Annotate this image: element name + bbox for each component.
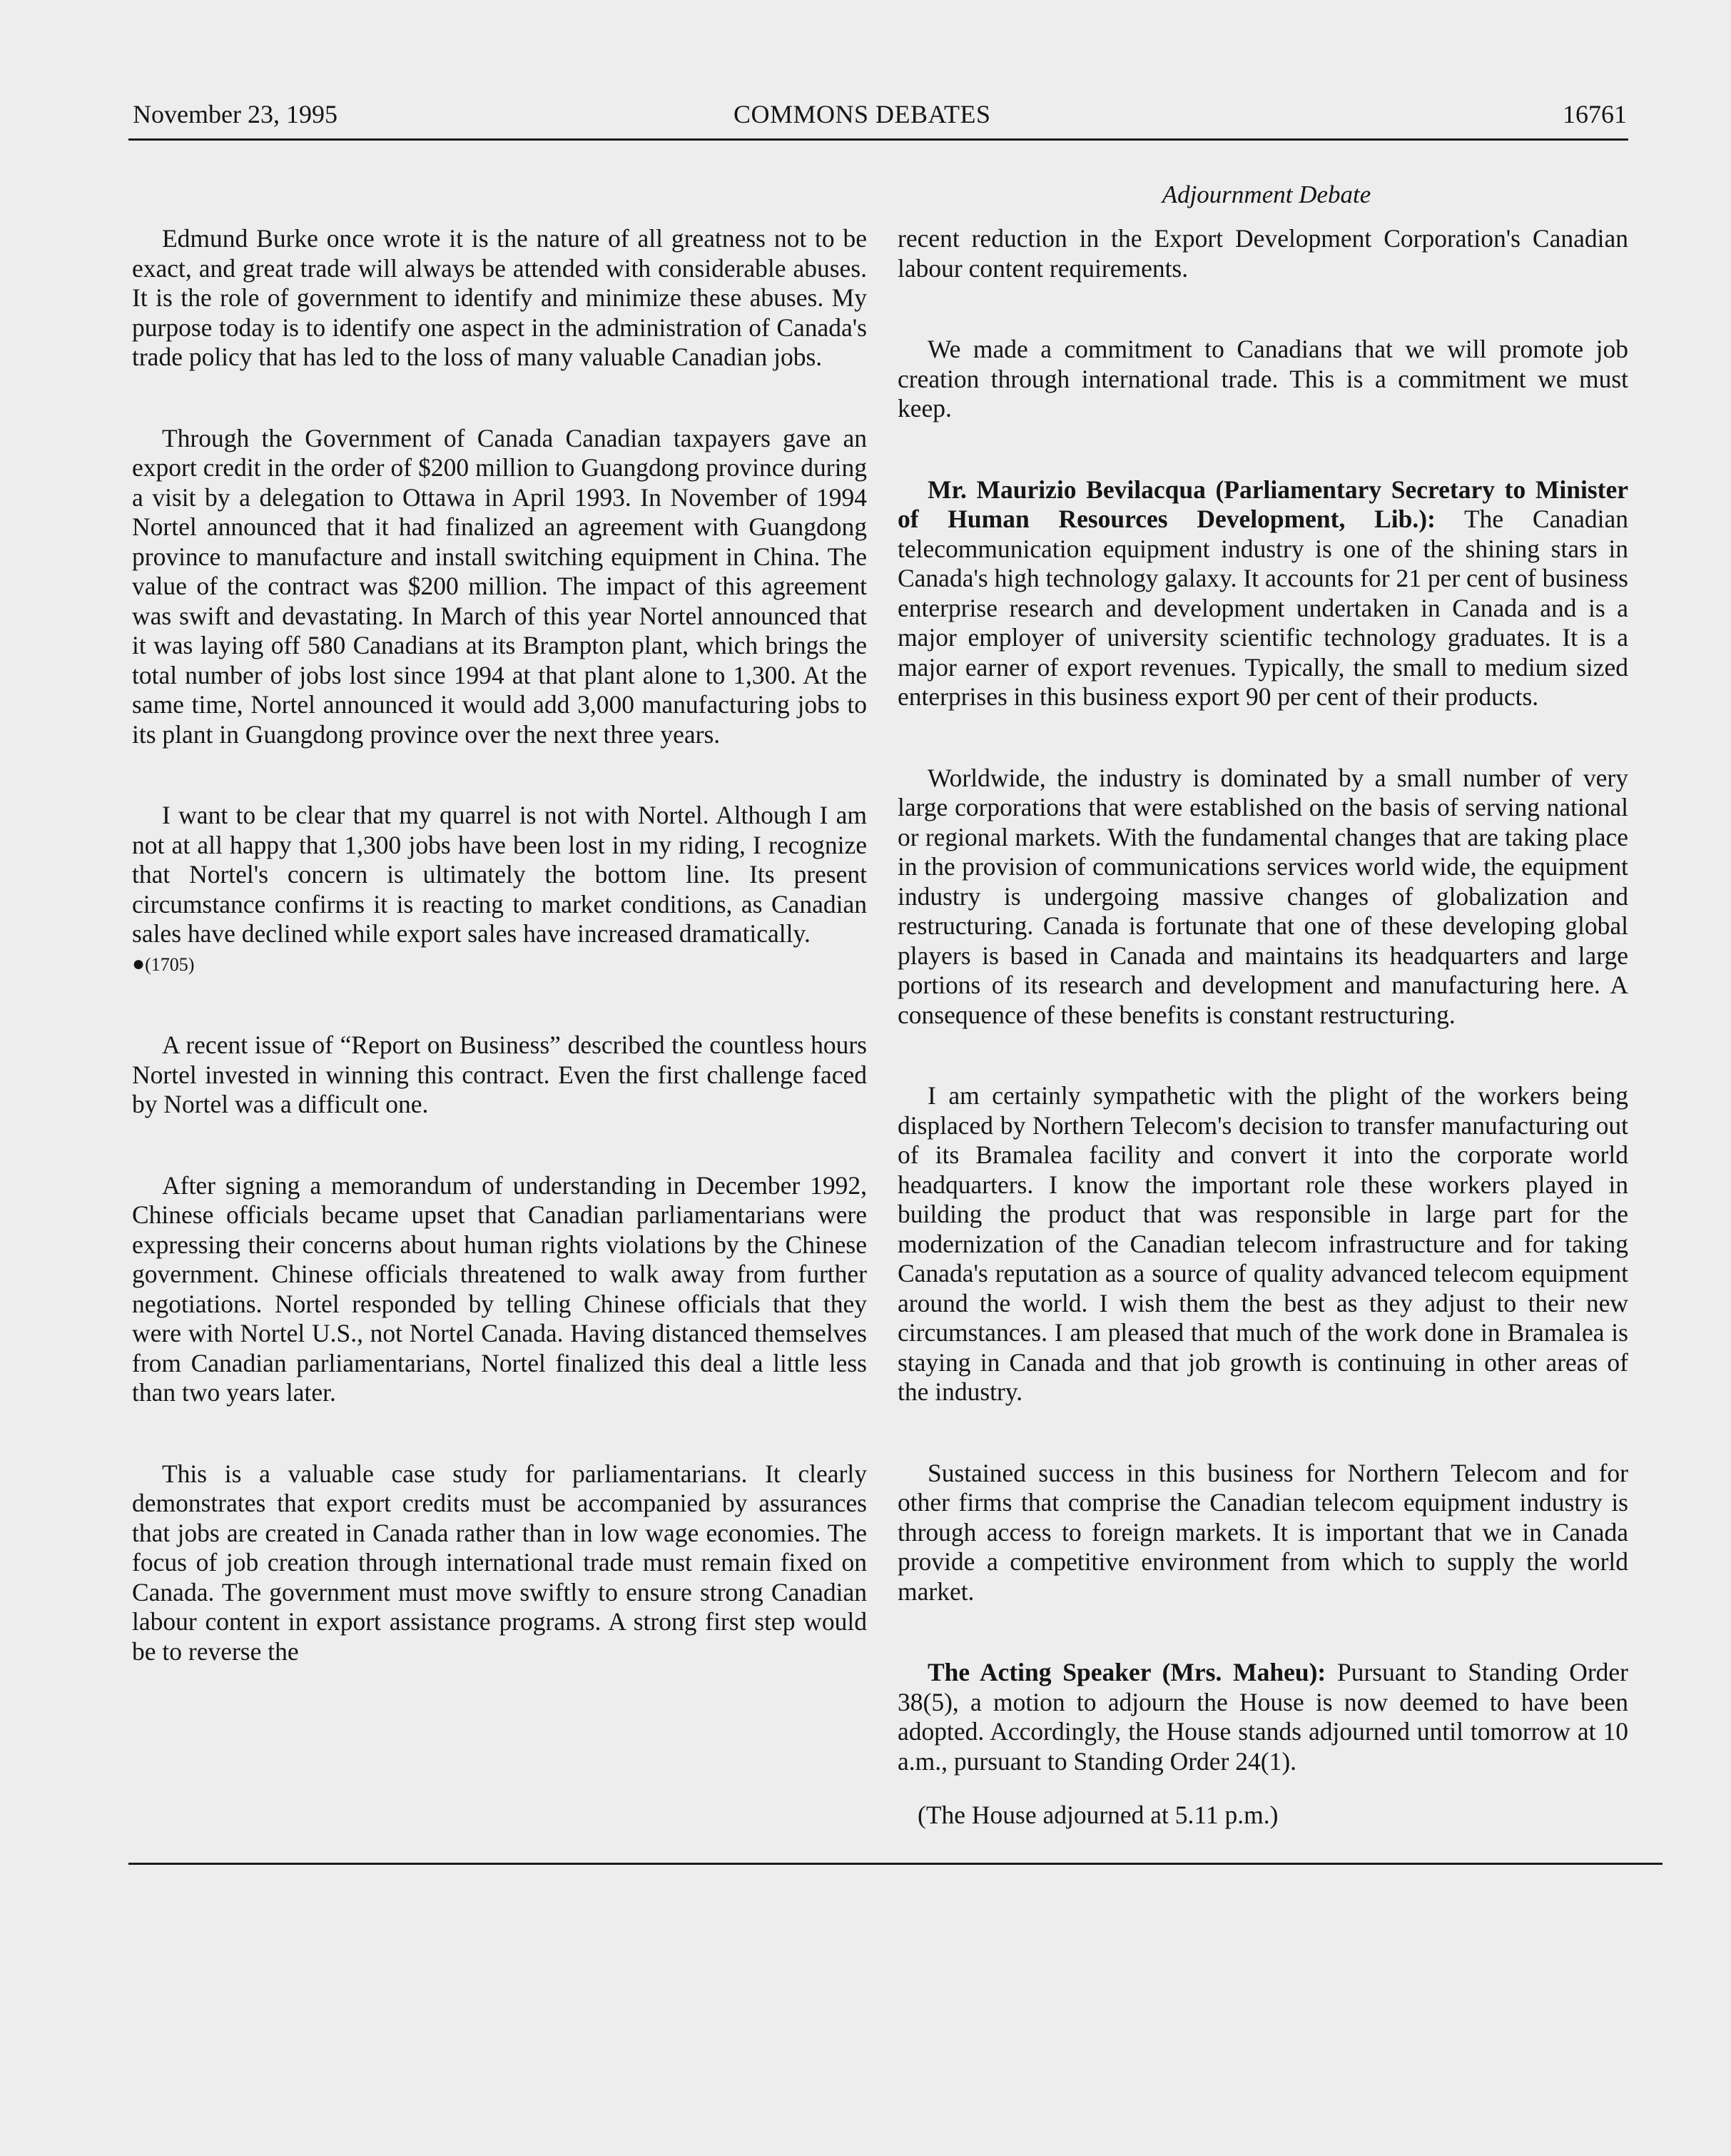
footer-rule [128,1863,1663,1865]
paragraph: Edmund Burke once wrote it is the nature of all greatness not to be exact, and great trade will always be attended with considerable abuses. It is the role of government to identify and minimize these abuses. My purpose today is to identify one aspect in the administration of Canada's trade policy that has led to the loss of many valuable Canadian jobs. [132,224,867,371]
adjournment-note: (The House adjourned at 5.11 p.m.) [918,1801,1279,1829]
speaker-name: Mr. Maurizio Bevilacqua (Parliamentary Secretary to Minister of Human Resources Development, Lib.): [898,475,1628,533]
header-rule [128,138,1628,141]
paragraph: We made a commitment to Canadians that we will promote job creation through international trade. This is a commitment we must keep. [898,335,1628,422]
paragraph: recent reduction in the Export Development Corporation's Canadian labour content requirements. [898,224,1628,283]
paragraph: I am certainly sympathetic with the plight of the workers being displaced by Northern Telecom's decision to transfer manufacturing out of its Bramalea facility and convert it into the corporate world headquarters. I know the important role these workers played in building the product that was responsible in large part for the modernization of the Canadian telecom infrastructure and for taking Canada's reputation as a source of quality advanced telecom equipment around the world. I wish them the best as they adjust to their new circumstances. I am pleased that much of the work done in Bramalea is staying in Canada and that job growth is continuing in other areas of the industry. [898,1081,1628,1406]
paragraph: Through the Government of Canada Canadian taxpayers gave an export credit in the order of $200 million to Guangdong province during a visit by a delegation to Ottawa in April 1993. In November of 1994 Nortel announced that it had finalized an agreement with Guangdong province to manufacture and install switching equipment in China. The value of the contract was $200 million. The impact of this agreement was swift and devastating. In March of this year Nortel announced that it was laying off 580 Canadians at its Brampton plant, which brings the total number of jobs lost since 1994 at that plant alone to 1,300. At the same time, Nortel announced it would add 3,000 manufacturing jobs to its plant in Guangdong province over the next three years. [132,423,867,749]
paragraph: A recent issue of “Report on Business” described the countless hours Nortel invested in winning this contract. Even the first challenge faced by Nortel was a difficult one. [132,1031,867,1118]
header-date: November 23, 1995 [133,100,337,128]
right-column [898,224,1628,1831]
paragraph: I want to be clear that my quarrel is not with Nortel. Although I am not at all happy that 1,300 jobs have been lost in my riding, I recognize that Nortel's concern is ultimately the bottom line. Its present circumstance confirms it is reacting to market conditions, as Canadian sales have declined while export sales have increased dramatically. [132,801,867,948]
paragraph: Sustained success in this business for Northern Telecom and for other firms that comprise the Canadian telecom equipment industry is through access to foreign markets. It is important that we in Canada provide a competitive environment from which to supply the world market. [898,1458,1628,1606]
paragraph: Worldwide, the industry is dominated by a small number of very large corporations that were established on the basis of serving national or regional markets. With the fundamental changes that are taking place in the provision of communications services world wide, the equipment industry is undergoing massive changes of globalization and restructuring. Canada is fortunate that one of these developing global players is based in Canada and maintains its headquarters and large portions of its research and development and manufacturing here. A consequence of these benefits is constant restructuring. [898,763,1628,1029]
speech-text: Pursuant to Standing Order 38(5), a motion to adjourn the House is now deemed to have been adopted. Accordingly, the House stands adjourned until tomorrow at 10 a.m., pursuant to Standing Order 24(1). [898,1658,1628,1776]
time-marker-text: (1705) [145,953,195,975]
paragraph: This is a valuable case study for parliamentarians. It clearly demonstrates that export credits must be accompanied by assurances that jobs are created in Canada rather than in low wage economies. The focus of job creation through international trade must remain fixed on Canada. The government must move swiftly to ensure strong Canadian labour content in export assistance programs. A strong first step would be to reverse the [132,1459,867,1666]
speech-text: The Canadian telecommunication equipment industry is one of the shining stars in Canada's high technology galaxy. It accounts for 21 per cent of business enterprise research and development undertaken in Canada and is a major employer of university scientific technology graduates. It is a major earner of export revenues. Typically, the small to medium sized enterprises in this business export 90 per cent of their products. [898,505,1628,711]
section-heading: Adjournment Debate [1162,181,1371,208]
paragraph: After signing a memorandum of understanding in December 1992, Chinese officials became upset that Canadian parliamentarians were expressing their concerns about human rights violations by the Chinese government. Chinese officials threatened to walk away from further negotiations. Nortel responded by telling Chinese officials that they were with Nortel U.S., not Nortel Canada. Having distanced themselves from Canadian parliamentarians, Nortel finalized this deal a little less than two years later. [132,1170,867,1407]
page-number: 16761 [1563,100,1627,128]
bullet-icon: ● [132,951,146,976]
speaker-name: The Acting Speaker (Mrs. Maheu): [928,1658,1326,1686]
left-column [132,224,867,1666]
publication-title: COMMONS DEBATES [733,100,991,128]
speaker-paragraph [898,1658,1628,1776]
time-marker [132,949,867,980]
speaker-paragraph [898,475,1628,712]
